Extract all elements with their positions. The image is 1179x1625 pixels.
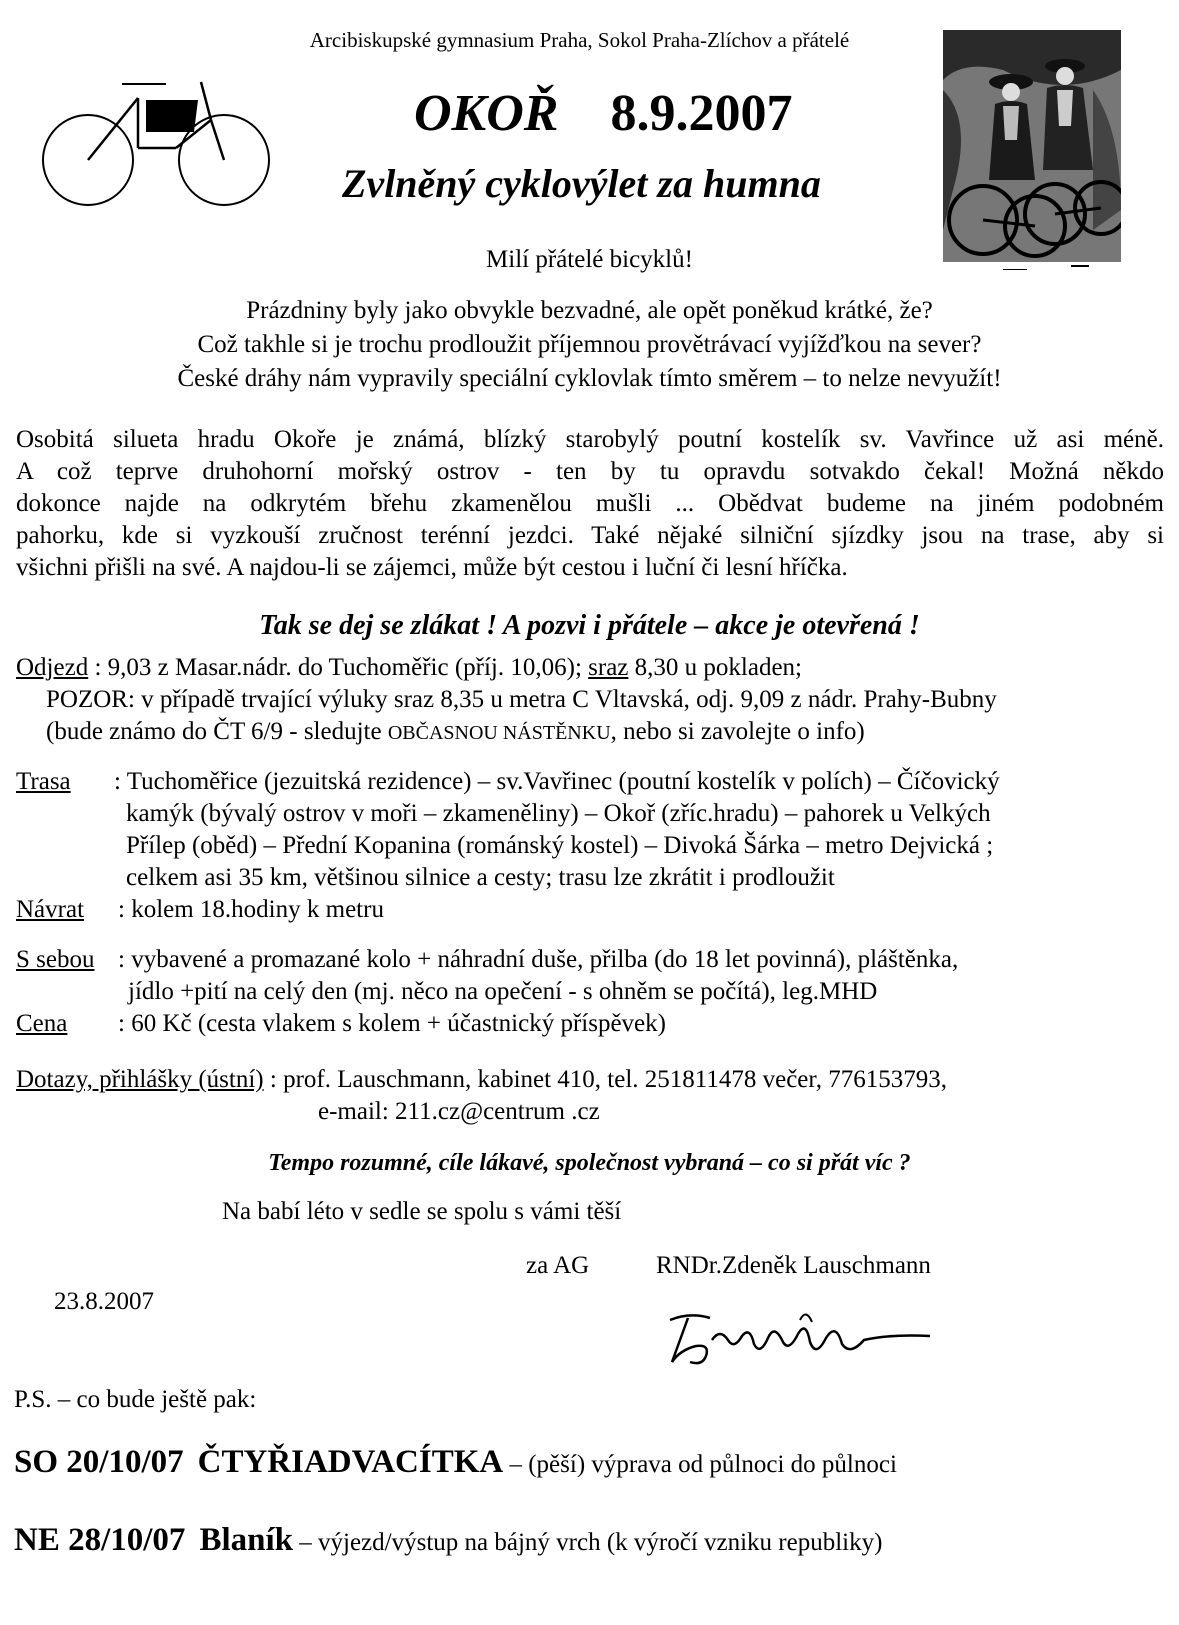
route-line: celkem asi 35 km, většinou silnice a cesty; trasu lze zkrátit i prodloužit	[126, 864, 835, 891]
notice-board: OBČASNOU NÁSTĚNKU	[387, 722, 611, 744]
return-text: : kolem 18.hodiny k metru	[118, 896, 384, 923]
sign-for: za AG	[526, 1252, 590, 1279]
departure-warning: POZOR: v případě trvající výluky sraz 8,35 u metra C Vltavská, odj. 9,09 z nádr. Prahy-Bubny	[46, 686, 997, 713]
route-line: kamýk (bývalý ostrov v moři – zkameněliny) – Okoř (zříc.hradu) – pahorek u Velkých	[126, 800, 991, 827]
intro-line: České dráhy nám vypravily speciální cyklovlak tímto směrem – to nelze nevyužít!	[177, 365, 1002, 392]
ps-event	[14, 1444, 897, 1481]
ps-event	[14, 1522, 882, 1559]
contact-line	[16, 1064, 947, 1096]
closing-line: Na babí léto v sedle se spolu s vámi těší	[222, 1198, 622, 1225]
price-text: : 60 Kč (cesta vlakem s kolem + účastnický příspěvek)	[118, 1010, 666, 1037]
paragraph-line: všichni přišli na své. A najdou-li se zájemci, může být cestou i luční či lesní hříčka.	[16, 554, 848, 581]
ps-event-date: SO 20/10/07	[14, 1444, 184, 1480]
letter-date: 23.8.2007	[54, 1288, 154, 1315]
intro-text	[0, 294, 1179, 396]
vintage-cyclists-photo	[943, 30, 1121, 270]
organizers-line: Arcibiskupské gymnasium Praha, Sokol Praha-Zlíchov a přátelé	[309, 28, 850, 52]
route-line: : Tuchoměřice (jezuitská rezidence) – sv.Vavřinec (poutní kostelík v polích) – Číčovický	[114, 768, 1000, 795]
greeting: Milí přátelé bicyklů!	[486, 246, 693, 273]
bring-line: jídlo +pití na celý den (mj. něco na opečení - s ohněm se počítá), leg.MHD	[128, 978, 878, 1005]
description-paragraph	[16, 424, 1164, 584]
ps-label: P.S. – co bude ještě pak:	[14, 1386, 257, 1413]
paragraph-line: pahorku, kde si vyzkouší zručnost terénní jezdci. Také nějaké silniční sjízdky jsou na trase, aby si	[16, 522, 1164, 549]
ps-event-desc: – výjezd/výstup na bájný vrch (k výročí vzniku republiky)	[293, 1529, 883, 1556]
invite-slogan: Tak se dej se zlákat ! A pozvi i přátele – akce je otevřená !	[259, 610, 920, 641]
event-date: 8.9.2007	[610, 85, 793, 142]
event-subtitle: Zvlněný cyklovýlet za humna	[342, 161, 821, 206]
paragraph-line: dokonce najde na odkrytém břehu zkamenělou mušli ... Obědvat budeme na jiném podobném	[16, 490, 1164, 517]
route-label: Trasa	[16, 768, 71, 795]
closing-slogan: Tempo rozumné, cíle lákavé, společnost vybraná – co si přát víc ?	[268, 1150, 911, 1176]
sraz-label: sraz	[588, 654, 629, 681]
paragraph-line: Osobitá silueta hradu Okoře je známá, blízký starobylý poutní kostelík sv. Vavřince už asi méně.	[16, 426, 1164, 453]
return-label: Návrat	[16, 896, 85, 923]
departure-note-end: , nebo si zavolejte o info)	[610, 718, 865, 745]
bicycle-logo	[26, 70, 276, 210]
signature	[650, 1300, 950, 1380]
ps-event-date: NE 28/10/07	[14, 1522, 186, 1558]
ps-event-name: Blaník	[199, 1522, 293, 1558]
bring-label: S sebou	[16, 946, 95, 973]
sign-name: RNDr.Zdeněk Lauschmann	[656, 1252, 931, 1279]
departure-text: : 9,03 z Masar.nádr. do Tuchoměřic (příj. 10,06);	[94, 654, 589, 681]
event-title	[414, 84, 792, 143]
intro-line: Prázdniny byly jako obvykle bezvadné, ale opět poněkud krátké, že?	[246, 297, 933, 324]
ps-event-name: ČTYŘIADVACÍTKA	[197, 1444, 504, 1480]
departure-note-text: (bude známo do ČT 6/9 - sledujte	[46, 718, 388, 745]
event-place: OKOŘ	[414, 85, 559, 142]
contact-email: e-mail: 211.cz@centrum .cz	[318, 1098, 600, 1125]
contact-text: : prof. Lauschmann, kabinet 410, tel. 251811478 večer, 776153793,	[269, 1066, 947, 1093]
route-line: Přílep (oběd) – Přední Kopanina (románský kostel) – Divoká Šárka – metro Dejvická ;	[126, 832, 994, 859]
price-label: Cena	[16, 1010, 68, 1037]
departure-line	[16, 652, 802, 684]
ps-event-desc: – (pěší) výprava od půlnoci do půlnoci	[503, 1451, 897, 1478]
contact-label: Dotazy, přihlášky (ústní)	[16, 1066, 264, 1093]
departure-text-end: 8,30 u pokladen;	[628, 654, 802, 681]
departure-label: Odjezd	[16, 654, 89, 681]
intro-line: Což takhle si je trochu prodloužit příjemnou provětrávací vyjížďkou na sever?	[197, 331, 982, 358]
bring-line: : vybavené a promazané kolo + náhradní duše, přilba (do 18 let povinná), pláštěnka,	[118, 946, 959, 973]
departure-note	[46, 716, 865, 749]
paragraph-line: A což teprve druhohorní mořský ostrov - ten by tu opravdu sotvakdo čekal! Možná někdo	[16, 458, 1164, 485]
